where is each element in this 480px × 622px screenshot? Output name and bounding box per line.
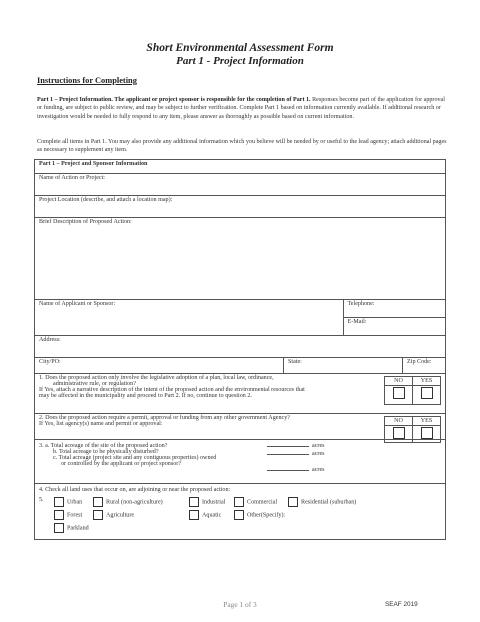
brief-description-label: Brief Description of Proposed Action: xyxy=(39,219,132,225)
q3-c-acres[interactable]: acres xyxy=(267,467,325,473)
questions-4-5 xyxy=(35,484,446,540)
q3-b: b. Total acreage to be physically disturbed? xyxy=(53,449,159,455)
name-of-action-label: Name of Action or Project: xyxy=(39,175,105,181)
page-number: Page 1 of 3 xyxy=(223,600,257,609)
question-1 xyxy=(35,374,446,414)
urban-checkbox[interactable] xyxy=(54,497,64,507)
instructions-paragraph-1 xyxy=(37,96,447,121)
project-sponsor-table xyxy=(34,159,446,540)
email-label: E-Mail: xyxy=(347,319,367,325)
q5-number: 5. xyxy=(39,497,44,503)
telephone-field[interactable] xyxy=(343,300,445,318)
question-2 xyxy=(35,414,446,440)
q1-line-2: administrative rule, or regulation? xyxy=(53,381,136,387)
instructions-paragraph-2: Complete all items in Part 1. You may also provide any additional information which you believe will be needed by or useful to the lead agency; attach additional pages as necessary to supplement any item. xyxy=(37,139,447,154)
industrial-label: Industrial xyxy=(202,499,226,506)
residential-checkbox[interactable] xyxy=(288,497,298,507)
aquatic-checkbox[interactable] xyxy=(189,510,199,520)
q1-line-1: 1. Does the proposed action only involve the legislative adoption of a plan, local law, ordinance, xyxy=(39,375,274,381)
q2-line-1: 2. Does the proposed action require a permit, approval or funding from any other government Agency? xyxy=(39,415,290,421)
q3-c2: or controlled by the applicant or project sponsor? xyxy=(61,461,181,467)
address-label: Address: xyxy=(39,337,61,343)
residential-label: Residential (suburban) xyxy=(301,499,357,506)
rural-label: Rural (non-agriculture) xyxy=(106,499,163,506)
city-field[interactable] xyxy=(35,358,284,374)
q1-yes-label: YES xyxy=(413,377,441,386)
q1-yes-checkbox[interactable] xyxy=(421,387,433,399)
instructions-heading: Instructions for Completing xyxy=(37,76,137,85)
q3-c1: c. Total acreage (project site and any contiguous properties) owned xyxy=(53,455,217,461)
zip-label: Zip Code: xyxy=(407,359,432,365)
commercial-label: Commercial xyxy=(247,499,278,506)
state-field[interactable] xyxy=(284,358,403,374)
telephone-label: Telephone: xyxy=(347,301,375,307)
q2-line-2: If Yes, list agency(s) name and permit or approval: xyxy=(39,421,163,427)
name-of-action-field[interactable] xyxy=(35,174,446,196)
commercial-checkbox[interactable] xyxy=(234,497,244,507)
brief-description-field[interactable] xyxy=(35,218,446,300)
q1-line-3: If Yes, attach a narrative description of the intent of the proposed action and the environmental resources that xyxy=(39,387,305,393)
q4-text: 4. Check all land uses that occur on, are adjoining or near the proposed action: xyxy=(39,487,231,493)
part1-rest: Responses become part of the application for approval or funding, are subject to public review, and may be subject to further verification. Complete Part 1 based on information currently available. If additional research or investigation would be needed to fully respond to any item, please answer as thoroughly as possible based on current information. xyxy=(37,97,445,120)
q2-yes-checkbox[interactable] xyxy=(421,427,433,439)
q1-no-checkbox[interactable] xyxy=(393,387,405,399)
agriculture-label: Agriculture xyxy=(106,512,135,519)
parkland-checkbox[interactable] xyxy=(54,523,64,533)
q2-no-checkbox[interactable] xyxy=(393,427,405,439)
q1-no-label: NO xyxy=(385,377,413,386)
q1-answer-grid xyxy=(384,376,441,405)
urban-label: Urban xyxy=(67,499,83,506)
agriculture-checkbox[interactable] xyxy=(93,510,103,520)
q2-no-label: NO xyxy=(385,417,413,426)
applicant-name-field[interactable] xyxy=(35,300,344,336)
q3-a: 3. a. Total acreage of the site of the proposed action? xyxy=(39,443,168,449)
section-header: Part 1 – Project and Sponsor Information xyxy=(35,160,446,174)
form-title: Short Environmental Assessment Form xyxy=(146,42,334,54)
project-location-label: Project Location (describe, and attach a location map): xyxy=(39,197,173,203)
q3-a-acres[interactable]: acres xyxy=(267,443,325,449)
q2-yes-label: YES xyxy=(413,417,441,426)
other-label: Other(Specify): xyxy=(247,512,286,519)
applicant-name-label: Name of Applicant or Sponsor: xyxy=(39,301,116,307)
industrial-checkbox[interactable] xyxy=(189,497,199,507)
email-field[interactable] xyxy=(343,318,445,336)
parkland-label: Parkland xyxy=(67,525,89,532)
city-label: City/PO: xyxy=(39,359,61,365)
form-code: SEAF 2019 xyxy=(385,601,418,608)
q1-line-4: may be affected in the municipality and proceed to Part 2. If no, continue to question 2. xyxy=(39,393,252,399)
forest-label: Forest xyxy=(67,512,83,519)
aquatic-label: Aquatic xyxy=(202,512,222,519)
forest-checkbox[interactable] xyxy=(54,510,64,520)
q3-b-acres[interactable]: acres xyxy=(267,451,325,457)
form-subtitle: Part 1 - Project Information xyxy=(176,55,304,67)
part1-bold-intro: Part 1 – Project Information. The applicant or project sponsor is responsible for the completion of Part 1. xyxy=(37,97,311,103)
question-3 xyxy=(35,440,446,484)
address-field[interactable] xyxy=(35,336,446,358)
zip-field[interactable] xyxy=(403,358,446,374)
project-location-field[interactable] xyxy=(35,196,446,218)
other-checkbox[interactable] xyxy=(234,510,244,520)
state-label: State: xyxy=(288,359,302,365)
rural-checkbox[interactable] xyxy=(93,497,103,507)
